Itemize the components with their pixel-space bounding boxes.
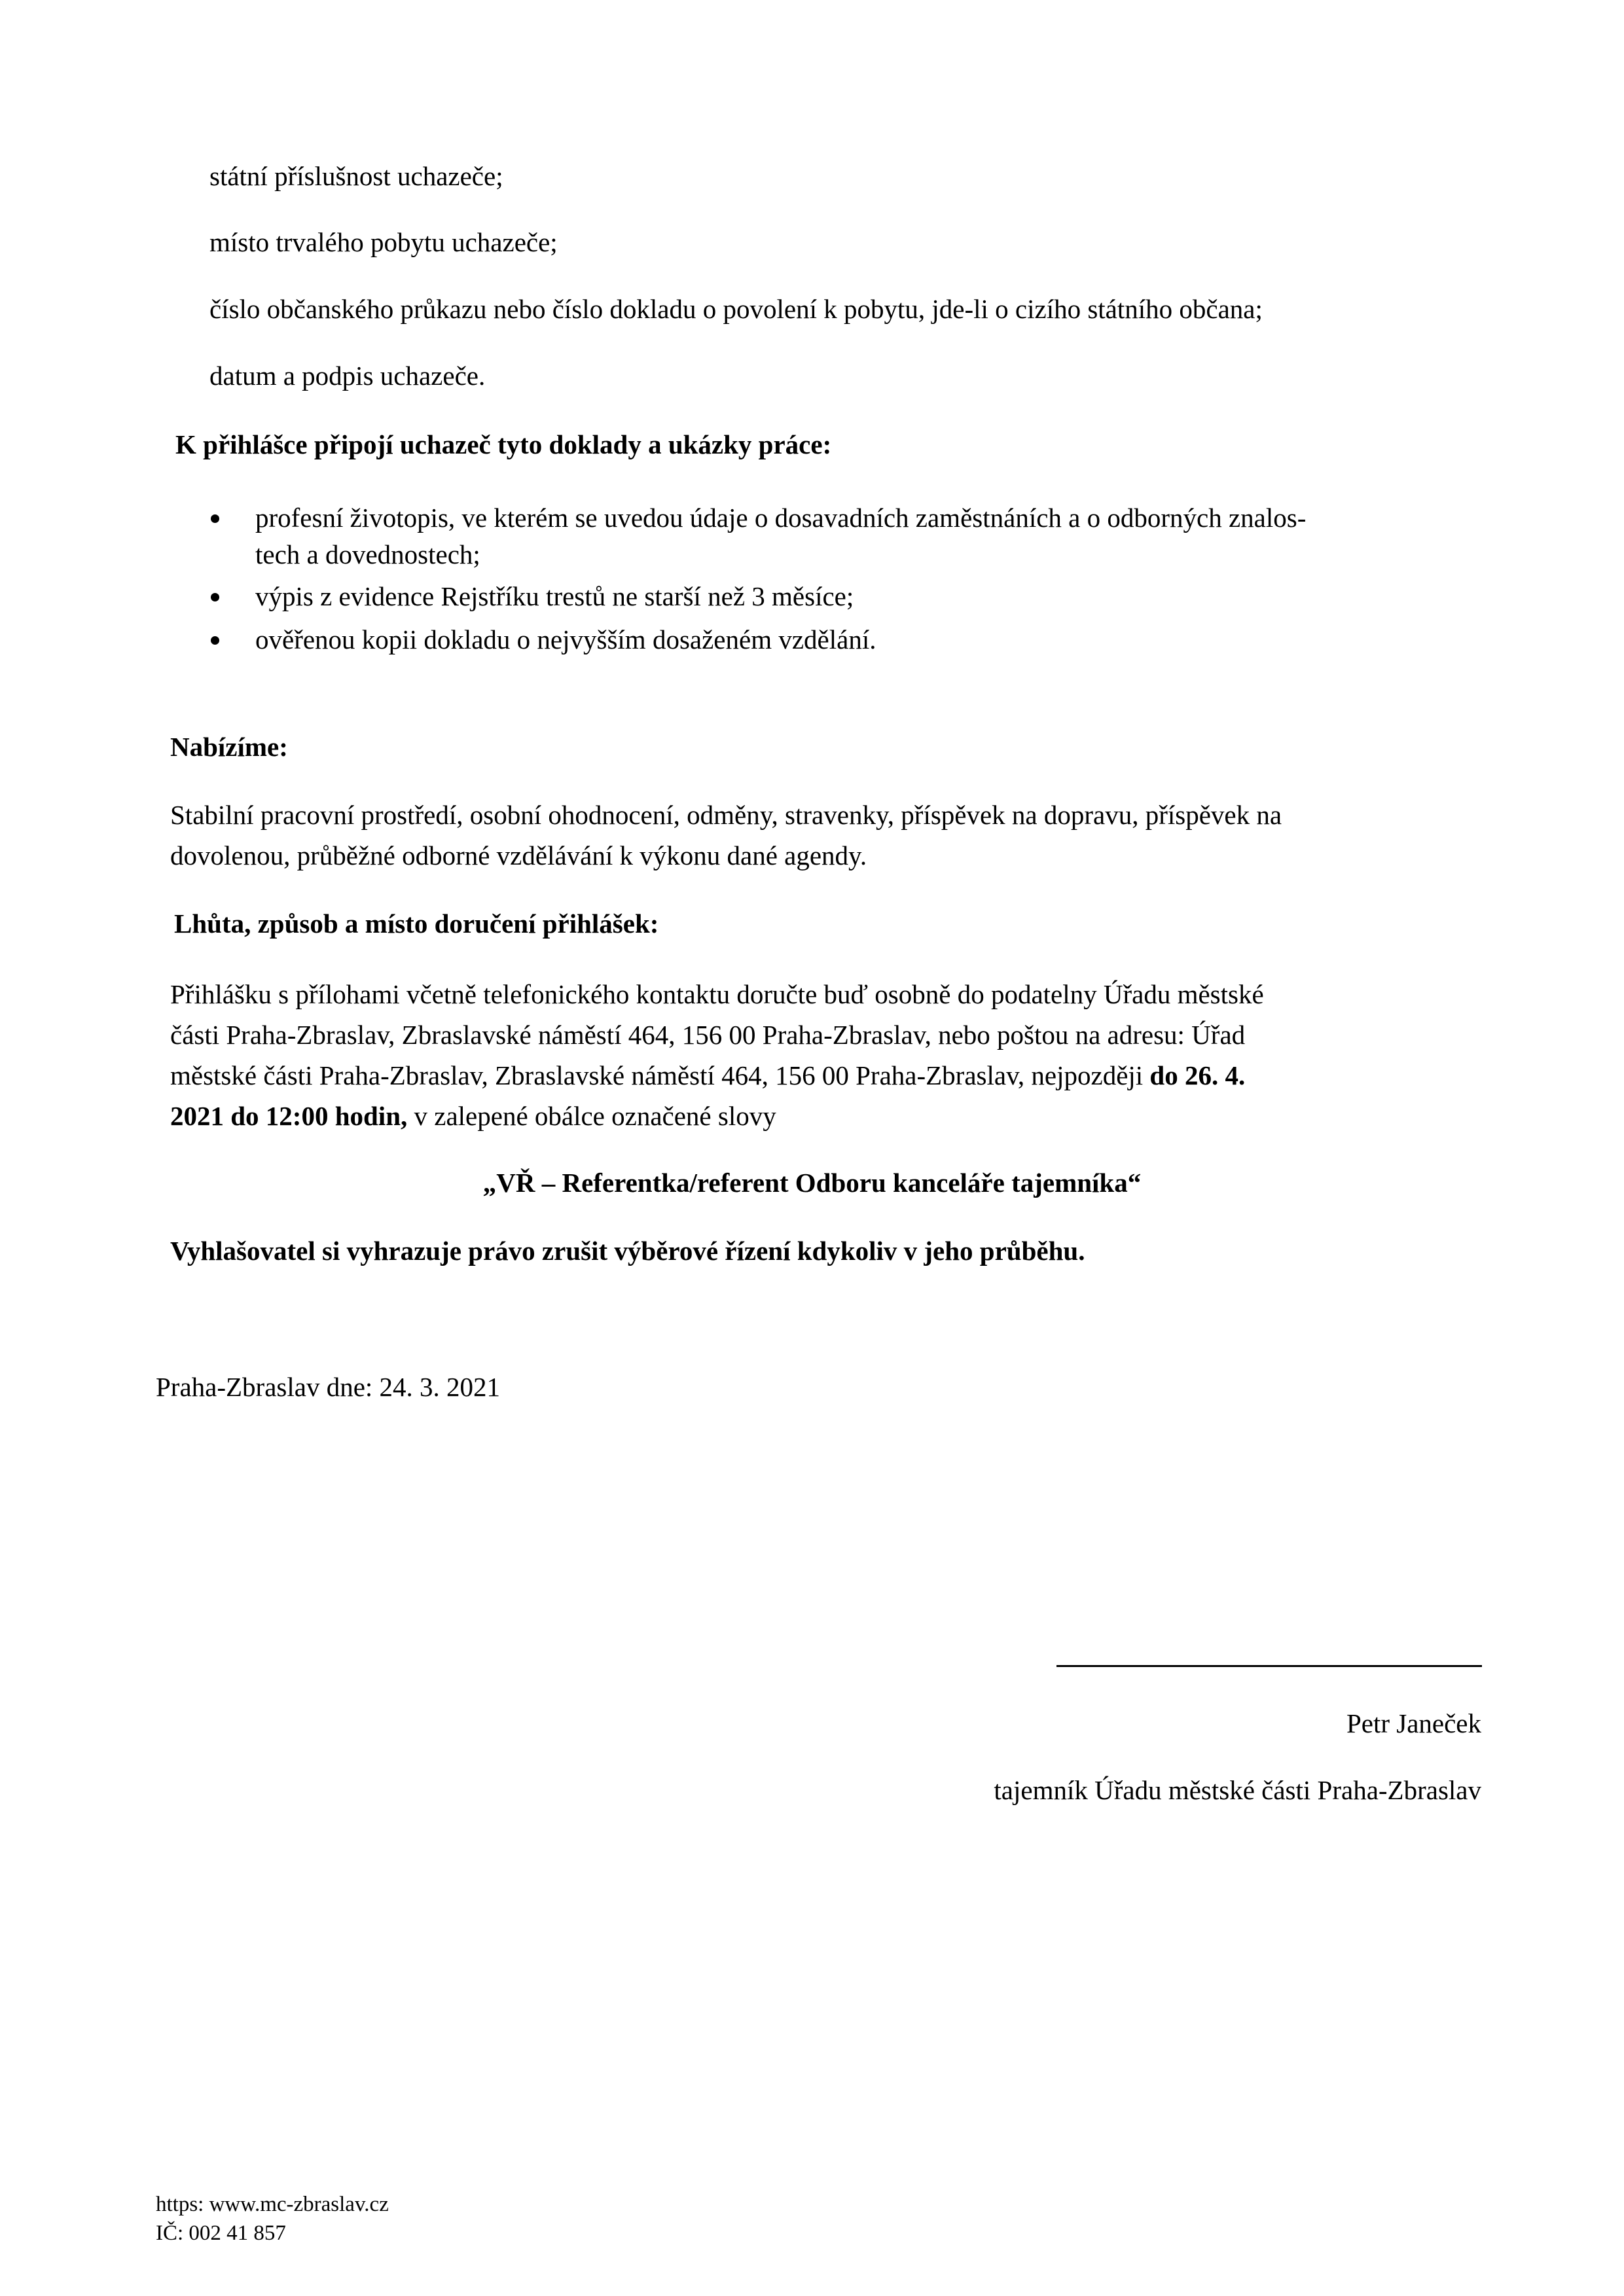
bullet-icon <box>211 514 219 523</box>
attachment-item-criminal-record: výpis z evidence Rejstříku trestů ne starší než 3 měsíce; <box>255 581 854 611</box>
deadline-date-bold: do 26. 4. <box>1149 1060 1246 1090</box>
bullet-icon <box>211 636 219 645</box>
attachment-item-cv-continued: tech a dovednostech; <box>255 539 480 569</box>
signature-line <box>1056 1665 1482 1667</box>
deadline-text-line3 <box>170 1055 1245 1096</box>
deadline-time-bold: 2021 do 12:00 hodin, <box>170 1101 408 1131</box>
bullet-icon <box>211 593 219 601</box>
attachments-heading: K přihlášce připojí uchazeč tyto doklady a ukázky práce: <box>175 429 832 459</box>
offer-text-line1: Stabilní pracovní prostředí, osobní ohodnocení, odměny, stravenky, příspěvek na dopravu, příspěvek na <box>170 800 1282 830</box>
signatory-name: Petr Janeček <box>1346 1708 1481 1738</box>
item-citizenship: státní příslušnost uchazeče; <box>209 161 503 191</box>
place-date: Praha-Zbraslav dne: 24. 3. 2021 <box>156 1372 501 1402</box>
item-id-number: číslo občanského průkazu nebo číslo dokladu o povolení k pobytu, jde-li o cizího státního občana; <box>209 294 1263 324</box>
offer-text-line2: dovolenou, průběžné odborné vzdělávání k výkonu dané agendy. <box>170 840 867 870</box>
envelope-label: „VŘ – Referentka/referent Odboru kanceláře tajemníka“ <box>482 1168 1142 1198</box>
footer-website: https: www.mc-zbraslav.cz <box>156 2193 389 2216</box>
signatory-title: tajemník Úřadu městské části Praha-Zbraslav <box>994 1775 1481 1805</box>
item-residence: místo trvalého pobytu uchazeče; <box>209 227 558 257</box>
attachment-item-education: ověřenou kopii dokladu o nejvyšším dosaženém vzdělání. <box>255 624 876 655</box>
deadline-line3-regular: městské části Praha-Zbraslav, Zbraslavské náměstí 464, 156 00 Praha-Zbraslav, nejpozději <box>170 1060 1150 1090</box>
deadline-text-line2: části Praha-Zbraslav, Zbraslavské náměstí 464, 156 00 Praha-Zbraslav, nebo poštou na adresu: Úřad <box>170 1020 1246 1050</box>
deadline-text-line1: Přihlášku s přílohami včetně telefonického kontaktu doručte buď osobně do podatelny Úřadu městské <box>170 979 1264 1009</box>
offer-heading: Nabízíme: <box>170 732 288 762</box>
deadline-heading: Lhůta, způsob a místo doručení přihlášek: <box>174 908 659 939</box>
attachment-item-cv: profesní životopis, ve kterém se uvedou údaje o dosavadních zaměstnáních a o odborných znalos- <box>255 503 1307 533</box>
deadline-line4-regular: v zalepené obálce označené slovy <box>407 1101 776 1131</box>
deadline-text-line4 <box>170 1096 776 1137</box>
footer-ico: IČ: 002 41 857 <box>156 2221 286 2245</box>
item-date-signature: datum a podpis uchazeče. <box>209 361 486 391</box>
reservation-note: Vyhlašovatel si vyhrazuje právo zrušit výběrové řízení kdykoliv v jeho průběhu. <box>170 1236 1085 1266</box>
